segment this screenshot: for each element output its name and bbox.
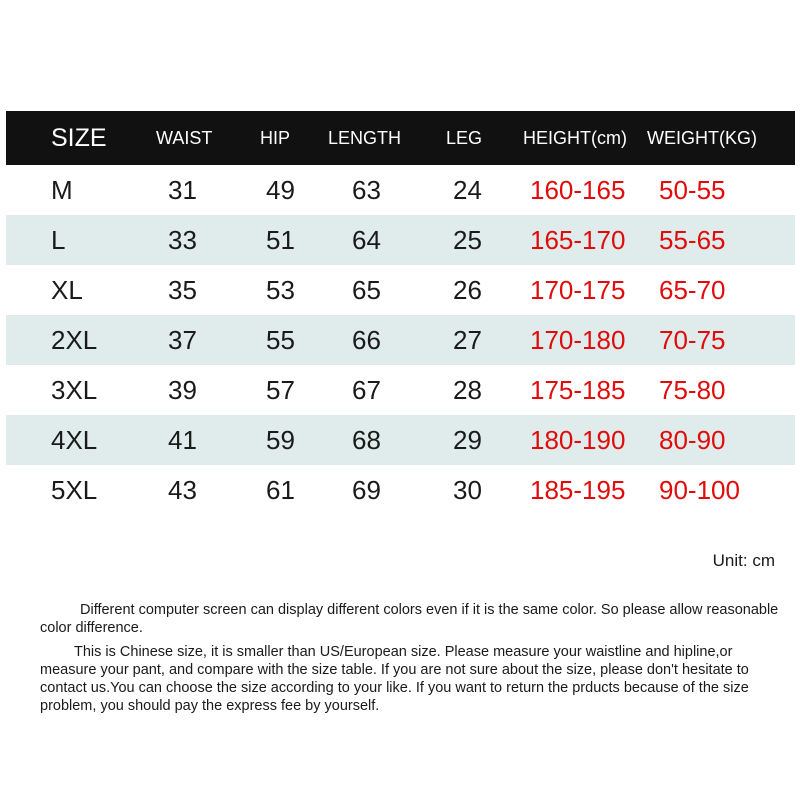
cell-waist: 35	[168, 274, 197, 305]
cell-height: 165-170	[530, 224, 626, 255]
header-leg: LEG	[446, 127, 483, 148]
table-row	[6, 265, 795, 315]
cell-height: 160-165	[530, 174, 626, 205]
header-waist: WAIST	[156, 127, 213, 148]
cell-weight: 70-75	[659, 324, 726, 355]
header-size: SIZE	[51, 123, 107, 152]
cell-hip: 55	[266, 324, 295, 355]
cell-waist: 31	[168, 174, 197, 205]
cell-leg: 30	[453, 474, 482, 505]
cell-length: 68	[352, 424, 381, 455]
header-length: LENGTH	[328, 127, 402, 148]
cell-hip: 59	[266, 424, 295, 455]
cell-waist: 43	[168, 474, 197, 505]
header-height: HEIGHT(cm)	[523, 127, 627, 148]
table-row	[6, 315, 795, 365]
cell-weight: 65-70	[659, 274, 726, 305]
cell-height: 170-180	[530, 324, 626, 355]
cell-height: 175-185	[530, 374, 626, 405]
cell-weight: 80-90	[659, 424, 726, 455]
cell-leg: 25	[453, 224, 482, 255]
cell-hip: 57	[266, 374, 295, 405]
cell-leg: 28	[453, 374, 482, 405]
cell-height: 170-175	[530, 274, 626, 305]
table-row	[6, 215, 795, 265]
cell-length: 67	[352, 374, 381, 405]
cell-size: L	[51, 224, 66, 255]
cell-hip: 53	[266, 274, 295, 305]
header-hip: HIP	[260, 127, 291, 148]
cell-hip: 51	[266, 224, 295, 255]
cell-weight: 90-100	[659, 474, 740, 505]
size-notes	[40, 601, 780, 721]
table-row	[6, 165, 795, 215]
cell-leg: 26	[453, 274, 482, 305]
cell-weight: 50-55	[659, 174, 726, 205]
cell-size: XL	[51, 274, 83, 305]
cell-length: 64	[352, 224, 381, 255]
cell-size: 2XL	[51, 324, 98, 355]
table-row	[6, 365, 795, 415]
cell-height: 185-195	[530, 474, 626, 505]
table-header-row	[6, 111, 795, 165]
cell-weight: 75-80	[659, 374, 726, 405]
table-row	[6, 415, 795, 465]
cell-length: 63	[352, 174, 381, 205]
cell-leg: 27	[453, 324, 482, 355]
cell-size: 4XL	[51, 424, 98, 455]
cell-leg: 29	[453, 424, 482, 455]
cell-waist: 33	[168, 224, 197, 255]
cell-waist: 41	[168, 424, 197, 455]
cell-hip: 49	[266, 174, 295, 205]
unit-note: Unit: cm	[712, 551, 775, 570]
cell-leg: 24	[453, 174, 482, 205]
size-table	[6, 111, 795, 515]
color-difference-note: Different computer screen can display different colors even if it is the same color. So please allow reasonable color difference.	[40, 602, 779, 636]
cell-waist: 37	[168, 324, 197, 355]
cell-length: 69	[352, 474, 381, 505]
cell-waist: 39	[168, 374, 197, 405]
cell-weight: 55-65	[659, 224, 726, 255]
cell-size: M	[51, 174, 73, 205]
cell-size: 3XL	[51, 374, 98, 405]
cell-length: 66	[352, 324, 381, 355]
size-guidance-note: This is Chinese size, it is smaller than US/European size. Please measure your waistline and hipline,or measure your pant, and compare with the size table. If you are not sure about the size, please don't hesitate to contact us.You can choose the size according to your like. If you want to return the prducts because of the size problem, you should pay the express fee by yourself.	[40, 644, 749, 714]
cell-length: 65	[352, 274, 381, 305]
cell-size: 5XL	[51, 474, 98, 505]
table-row	[6, 465, 795, 515]
cell-hip: 61	[266, 474, 295, 505]
cell-height: 180-190	[530, 424, 626, 455]
header-weight: WEIGHT(KG)	[647, 127, 757, 148]
